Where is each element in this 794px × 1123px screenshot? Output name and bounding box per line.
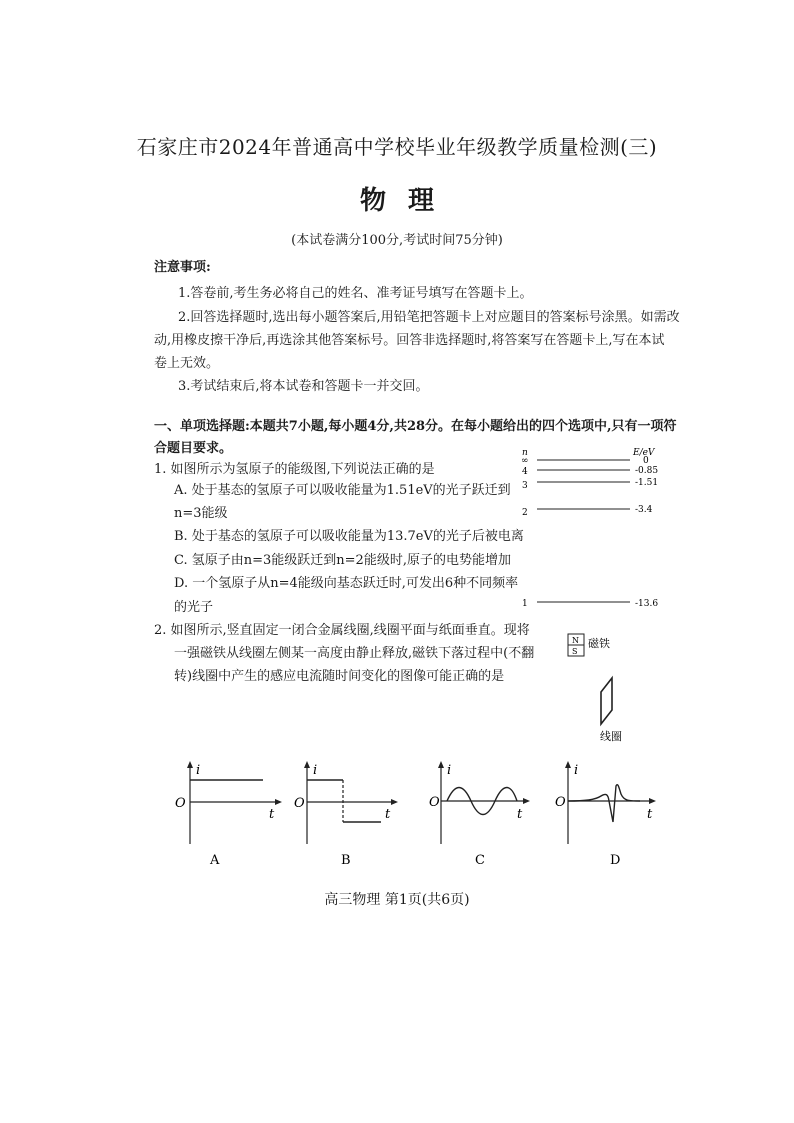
q1-stem: 1. 如图所示为氢原子的能级图,下列说法正确的是 (154, 462, 435, 477)
origin-label: O (294, 796, 305, 811)
level-2 (522, 505, 653, 518)
q1-option-d: D. 一个氢原子从n=4能级向基态跃迁时,可发出6种不同频率 (174, 576, 519, 591)
q2-stem-cont: 一强磁铁从线圈左侧某一高度由静止释放,磁铁下落过程中(不翻 (174, 646, 535, 661)
t-axis-label: t (269, 807, 275, 822)
graph-c (425, 758, 545, 873)
graph-d (555, 758, 665, 873)
q1-option-a: A. 处于基态的氢原子可以吸收能量为1.51eV的光子跃迁到 (174, 483, 511, 498)
level-inf (521, 456, 649, 466)
subject-title: 物理 (359, 186, 456, 216)
notice-item: 3.考试结束后,将本试卷和答题卡一并交回。 (178, 379, 429, 394)
level-n: 4 (522, 467, 528, 477)
svg-text:S: S (572, 647, 578, 656)
notice-item: 卷上无效。 (154, 356, 220, 371)
graph-b (285, 758, 405, 873)
level-3 (522, 478, 658, 491)
magnet-label: 磁铁 (588, 637, 610, 650)
exam-subtitle: (本试卷满分100分,考试时间75分钟) (291, 233, 503, 248)
energy-level-diagram (515, 443, 665, 613)
level-energy: -13.6 (635, 599, 659, 609)
i-axis-label: i (574, 763, 579, 778)
magnet-coil-figure (560, 628, 640, 748)
coil-icon (601, 678, 612, 724)
i-axis-label: i (447, 763, 452, 778)
section-heading: 一、单项选择题:本题共7小题,每小题4分,共28分。在每小题给出的四个选项中,只有一项符 (154, 419, 677, 434)
current-curve (568, 785, 640, 822)
notice-item: 1.答卷前,考生务必将自己的姓名、准考证号填写在答题卡上。 (178, 286, 533, 301)
i-axis-label: i (196, 763, 201, 778)
coil-label: 线圈 (600, 730, 622, 743)
origin-label: O (175, 796, 186, 811)
level-energy: 0 (643, 456, 649, 466)
level-n: 3 (522, 481, 528, 491)
level-energy: -1.51 (635, 478, 659, 488)
graph-letter: B (341, 853, 351, 868)
level-energy: -3.4 (635, 505, 653, 515)
i-axis-label: i (313, 763, 318, 778)
q1-option-d-cont: 的光子 (174, 600, 214, 615)
t-axis-label: t (647, 807, 653, 822)
graph-letter: D (610, 853, 621, 868)
level-n: 1 (522, 599, 528, 609)
magnet-icon (568, 634, 584, 656)
q1-option-b: B. 处于基态的氢原子可以吸收能量为13.7eV的光子后被电离 (174, 529, 524, 544)
q1-option-c: C. 氢原子由n=3能级跃迁到n=2能级时,原子的电势能增加 (174, 553, 511, 568)
section-heading-cont: 合题目要求。 (154, 441, 233, 456)
graph-a (165, 758, 285, 873)
level-n: 2 (522, 508, 528, 518)
notice-item: 动,用橡皮擦干净后,再选涂其他答案标号。回答非选择题时,将答案写在答题卡上,写在本试 (154, 333, 665, 348)
q2-stem-cont: 转)线圈中产生的感应电流随时间变化的图像可能正确的是 (174, 669, 505, 684)
n-axis-label: n (522, 448, 528, 458)
svg-text:N: N (572, 636, 579, 645)
notice-item: 2.回答选择题时,选出每小题答案后,用铅笔把答题卡上对应题目的答案标号涂黑。如需改 (178, 310, 680, 325)
energy-axis-label: E/eV (633, 448, 655, 458)
notice-heading: 注意事项: (154, 260, 211, 275)
level-energy: -0.85 (635, 466, 659, 476)
graph-letter: A (210, 853, 220, 868)
t-axis-label: t (517, 807, 523, 822)
q1-option-a-cont: n=3能级 (174, 506, 228, 521)
exam-title: 石家庄市2024年普通高中学校毕业年级教学质量检测(三) (136, 135, 658, 159)
t-axis-label: t (385, 807, 391, 822)
level-n: ∞ (521, 456, 529, 466)
page-footer: 高三物理 第1页(共6页) (324, 892, 470, 908)
level-4 (522, 466, 658, 477)
level-1 (522, 599, 658, 609)
origin-label: O (429, 795, 440, 810)
origin-label: O (555, 795, 566, 810)
q2-stem: 2. 如图所示,竖直固定一闭合金属线圈,线圈平面与纸面垂直。现将 (154, 623, 530, 638)
graph-letter: C (475, 853, 485, 868)
